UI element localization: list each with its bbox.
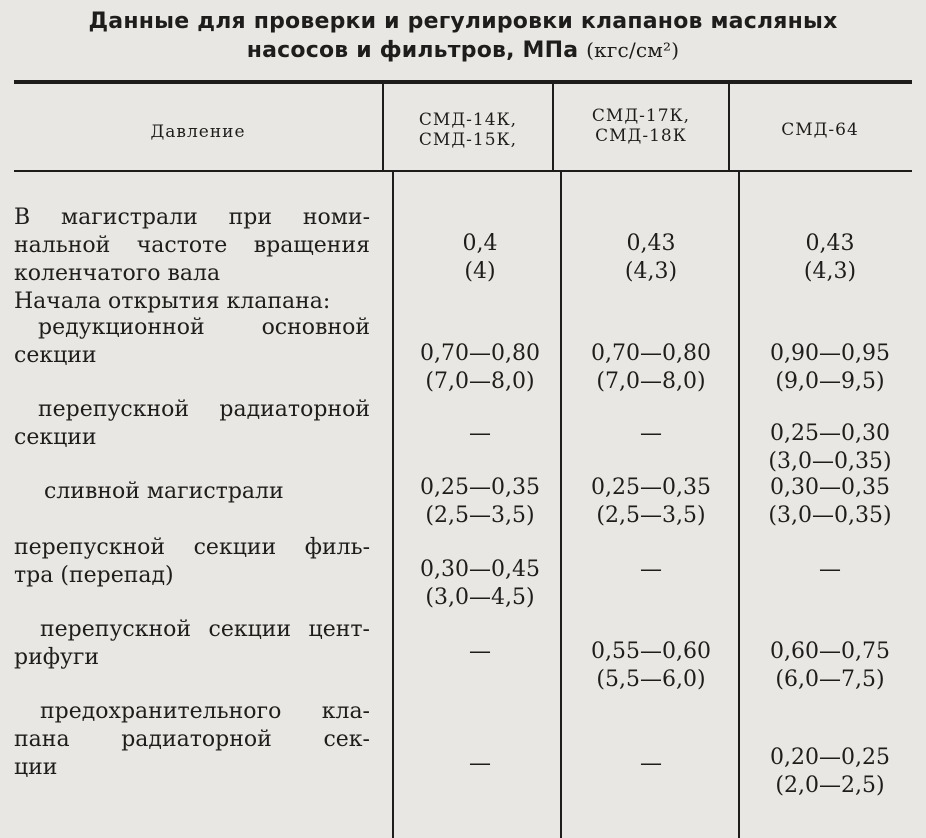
value-kgf: (3,0—4,5)	[425, 585, 535, 610]
value-cell	[745, 744, 915, 800]
header-col-1-line-2: СМД-15К,	[418, 130, 518, 150]
row-label	[40, 698, 370, 726]
value-cell	[745, 638, 915, 694]
row-label-line: редукционной основной	[38, 315, 370, 340]
subheading	[14, 288, 384, 316]
row-label-line: перепускной секции филь-	[14, 535, 370, 560]
row-label	[14, 260, 370, 288]
value-mpa: 0,55—0,60	[591, 639, 711, 664]
value-cell	[745, 556, 915, 584]
row-label-line: секции	[14, 343, 97, 368]
value-mpa: 0,25—0,35	[420, 475, 540, 500]
value-mpa: 0,25—0,35	[591, 475, 711, 500]
value-mpa: 0,90—0,95	[770, 341, 890, 366]
value-dash: —	[640, 421, 662, 446]
row-label	[44, 478, 370, 506]
header-rule	[14, 170, 912, 172]
value-kgf: (2,5—3,5)	[596, 503, 706, 528]
value-cell	[566, 638, 736, 694]
row-label-line: пана радиаторной сек-	[14, 727, 370, 752]
row-label-line: рифуги	[14, 645, 100, 670]
row-label-line: тра (перепад)	[14, 563, 174, 588]
value-cell	[745, 420, 915, 476]
value-mpa: 0,4	[462, 231, 498, 256]
value-cell	[395, 750, 565, 778]
title-line-2	[0, 36, 926, 65]
row-label	[14, 754, 370, 782]
row-label	[38, 314, 370, 342]
row-label-line: перепускной секции цент-	[40, 617, 370, 642]
value-kgf: (7,0—8,0)	[596, 369, 706, 394]
value-kgf: (4,3)	[803, 259, 857, 284]
body-divider-1	[392, 172, 394, 838]
value-kgf: (4,3)	[624, 259, 678, 284]
value-dash: —	[640, 557, 662, 582]
value-mpa: 0,30—0,45	[420, 557, 540, 582]
value-cell	[395, 230, 565, 286]
value-cell	[395, 340, 565, 396]
header-pressure-label: Давление	[150, 122, 246, 142]
header-col-2-line-2: СМД-18К	[595, 126, 687, 146]
value-cell	[395, 638, 565, 666]
value-mpa: 0,60—0,75	[770, 639, 890, 664]
value-kgf: (3,0—0,35)	[768, 503, 892, 528]
title-unit: (кгс/см²)	[586, 38, 680, 62]
value-kgf: (4)	[464, 259, 496, 284]
value-mpa: 0,43	[626, 231, 676, 256]
value-cell	[566, 474, 736, 530]
row-label	[14, 644, 370, 672]
row-label	[38, 396, 370, 424]
value-mpa: 0,30—0,35	[770, 475, 890, 500]
row-label	[14, 424, 370, 452]
row-label-line: сливной магистрали	[44, 479, 284, 504]
value-mpa: 0,43	[805, 231, 855, 256]
header-pressure	[14, 122, 382, 142]
value-cell	[745, 230, 915, 286]
value-cell	[395, 556, 565, 612]
header-col-3-line-1: СМД-64	[781, 120, 859, 140]
value-mpa: 0,25—0,30	[770, 421, 890, 446]
row-label-line: В магистрали при номи-	[14, 205, 370, 230]
row-label	[14, 232, 370, 260]
value-kgf: (2,0—2,5)	[775, 773, 885, 798]
row-label-line: ции	[14, 755, 58, 780]
value-dash: —	[469, 751, 491, 776]
value-cell	[566, 750, 736, 778]
value-cell	[566, 230, 736, 286]
header-col-2-line-1: СМД-17К,	[591, 106, 691, 126]
row-label	[14, 534, 370, 562]
value-kgf: (5,5—6,0)	[596, 667, 706, 692]
header-col-1-line-1: СМД-14К,	[418, 110, 518, 130]
value-dash: —	[640, 751, 662, 776]
value-kgf: (6,0—7,5)	[775, 667, 885, 692]
row-label	[14, 342, 370, 370]
value-dash: —	[819, 557, 841, 582]
value-mpa: 0,20—0,25	[770, 745, 890, 770]
value-cell	[745, 340, 915, 396]
body-divider-3	[738, 172, 740, 838]
value-cell	[566, 420, 736, 448]
row-label-line: предохранительного кла-	[40, 699, 370, 724]
row-label-line: секции	[14, 425, 97, 450]
row-label	[14, 204, 370, 232]
row-label	[14, 726, 370, 754]
value-cell	[395, 420, 565, 448]
value-cell	[395, 474, 565, 530]
header-col-1	[384, 110, 552, 150]
title-line-2-text: насосов и фильтров, МПа	[246, 38, 579, 63]
row-label	[40, 616, 370, 644]
row-label-line: Начала открытия клапана:	[14, 289, 331, 314]
row-label-line: коленчатого вала	[14, 261, 221, 286]
table-title	[0, 8, 926, 65]
value-kgf: (9,0—9,5)	[775, 369, 885, 394]
row-label-line: нальной частоте вращения	[14, 233, 370, 258]
top-rule	[14, 80, 912, 84]
header-col-3	[730, 120, 910, 140]
value-cell	[566, 556, 736, 584]
row-label	[14, 562, 370, 590]
value-kgf: (3,0—0,35)	[768, 449, 892, 474]
value-mpa: 0,70—0,80	[591, 341, 711, 366]
row-label-line: перепускной радиаторной	[38, 397, 370, 422]
value-kgf: (2,5—3,5)	[425, 503, 535, 528]
value-cell	[566, 340, 736, 396]
header-col-2	[554, 106, 728, 146]
value-mpa: 0,70—0,80	[420, 341, 540, 366]
value-kgf: (7,0—8,0)	[425, 369, 535, 394]
value-dash: —	[469, 421, 491, 446]
title-line-1: Данные для проверки и регулировки клапанов масляных	[88, 9, 838, 34]
value-dash: —	[469, 639, 491, 664]
value-cell	[745, 474, 915, 530]
